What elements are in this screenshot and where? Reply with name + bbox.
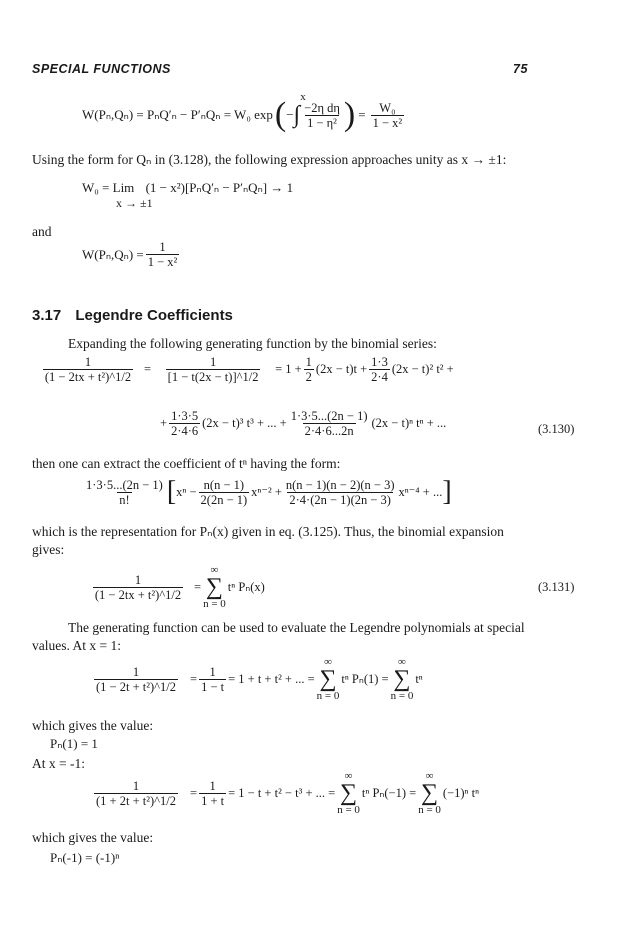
close-paren: ) [343,96,356,133]
gen-numerator: 1 [134,572,142,587]
coef-x1: xⁿ − [176,484,197,499]
x1-sum2-lower: n = 0 [390,690,414,702]
integral-upper-limit: x [300,90,306,103]
coef-c-numerator: 1·3·5...(2n − 1) [86,477,163,492]
series-f2-numerator: 1 [209,355,217,369]
series-c4-denominator: 2·4·6...2n [304,424,354,438]
coefficient-equation [82,476,452,508]
xm1-denominator: (1 + 2t + t²)^1/2 [96,793,176,808]
series-term-5: (2x − t)ⁿ tⁿ + ... [371,416,447,430]
w-result-equation [82,240,181,269]
x1-sum-upper: ∞ [324,656,332,668]
equation-number-3-130: (3.130) [538,422,575,436]
wronskian-equation: W(Pₙ,Qₙ) = PₙQ′ₙ − P′ₙQₙ = W₀ exp ( x − ∫ $\frac{\text{−2η dη}}{\text{1 − η²}}$ ) = $\frac{\text{W₀}}{\text{1 − x²}}$ [82,90,403,133]
series-c2-denominator: 2·4 [371,370,388,384]
section-number: 3.17 [32,307,62,324]
coef-c-denominator: n! [119,492,130,507]
xm1-numerator-2: 1 [209,778,216,793]
x-equals-minus-1-equation [82,770,479,816]
xm1-denominator-2: 1 + t [201,793,225,808]
paragraph-which-value-1: which gives the value: [32,718,154,733]
series-term-3: (2x − t)² t² + [391,362,454,376]
xm1-sum-upper: ∞ [344,770,353,782]
gen-equals: = [194,579,202,594]
series-c1-numerator: 1 [305,355,312,369]
xm1-sum-lower: n = 0 [337,804,360,816]
series-term-1: = 1 + [275,362,302,376]
xm1-sum-sign: ∑ [339,780,358,806]
series-f1-denominator: (1 − 2tx + t²)^1/2 [44,370,132,384]
limit-subscript: x → ±1 [116,196,153,210]
section-title: Legendre Coefficients [75,307,233,324]
limit-body: (1 − x²)[PₙQ′ₙ − P′ₙQₙ] → 1 [145,180,294,195]
integral-denominator: 1 − η² [307,115,337,130]
x1-series: = 1 + t + t² + ... = [228,671,315,686]
xm1-numerator: 1 [132,778,140,793]
series-line-2: + $\frac{1\cdot 3\cdot 5}{2\cdot 4\cdot 6}$ (2x − t)³ t³ + ... + $\frac{1\cdot 3\cdot 5...(2n - 1)}{2\cdot 4\cdot 6...2n}$ (2x − t)ⁿ tⁿ + ... [160,409,447,438]
open-paren: ( [274,96,287,133]
series-f2-denominator: [1 − t(2x − t)]^1/2 [167,370,259,384]
section-heading [32,307,233,324]
w-result-lhs: W(Pₙ,Qₙ) = [82,246,144,262]
x1-denominator: (1 − 2t + t²)^1/2 [96,679,176,694]
coef-d-numerator: n(n − 1) [203,477,245,492]
x1-denominator-2: 1 − t [201,679,225,694]
x1-numerator-2: 1 [209,664,216,679]
series-c3-numerator: 1·3·5 [171,409,199,423]
paragraph-which-value-2: which gives the value: [32,830,154,845]
gen-body: tⁿ Pₙ(x) [227,580,265,594]
page-number: 75 [513,62,528,76]
coef-e-numerator: n(n − 1)(n − 2)(n − 3) [285,477,395,492]
xm1-body-2: (−1)ⁿ tⁿ [442,785,480,800]
gen-denominator: (1 − 2tx + t²)^1/2 [94,587,182,602]
limit-equation [82,180,293,196]
xm1-series: = 1 − t + t² − t³ + ... = [228,785,336,800]
xm1-sum2-upper: ∞ [425,770,434,782]
gen-sum-upper: ∞ [210,564,219,576]
w-result-numerator: 1 [159,240,166,254]
integral-sign: ∫ [293,101,301,128]
w-result-denominator: 1 − x² [147,255,178,269]
close-bracket: ] [442,476,452,507]
series-term-4: (2x − t)³ t³ + ... + [202,416,287,430]
generating-function-equation [82,564,265,610]
series-term-2: (2x − t)t + [315,362,368,376]
paragraph-using-form: Using the form for Qₙ in (3.128), the following expression approaches unity as x → ±1: [32,152,507,167]
wronskian-rhs-denominator: 1 − x² [372,115,403,130]
x1-body-2: tⁿ [415,671,423,686]
xm1-sum2-sign: ∑ [420,780,439,806]
x1-numerator: 1 [132,664,140,679]
running-title: SPECIAL FUNCTIONS [32,62,171,76]
integral-numerator: −2η dη [304,100,340,115]
series-c3-denominator: 2·4·6 [171,424,199,438]
x1-sum2-upper: ∞ [398,656,406,668]
x1-body-1: tⁿ Pₙ(1) = [341,672,389,686]
wronskian-lhs: W(Pₙ,Qₙ) = PₙQ′ₙ − P′ₙQₙ = W₀ exp [82,107,273,122]
xm1-body-1: tⁿ Pₙ(−1) = [361,786,417,800]
gen-sum-lower: n = 0 [203,598,226,610]
series-equals: = [144,362,152,376]
series-c4-numerator: 1·3·5...(2n − 1) [290,409,368,423]
paragraph-gives: gives: [32,542,65,557]
value-p-at-minus-1: Pₙ(-1) = (-1)ⁿ [50,850,120,865]
x1-sum-lower: n = 0 [316,690,340,702]
coef-e-denominator: 2·4·(2n − 1)(2n − 3) [289,492,391,507]
x1-sum-sign: ∑ [319,666,337,692]
series-c1-denominator: 2 [305,370,312,384]
coef-d-denominator: 2(2n − 1) [200,492,248,507]
equation-number-3-131: (3.131) [538,580,575,594]
equals-sign: = [358,107,366,122]
gen-sum-sign: ∑ [205,574,223,600]
x-equals-1-equation [82,656,423,702]
paragraph-expanding: Expanding the following generating function by the binomial series: [68,336,437,351]
paragraph-then: then one can extract the coefficient of tⁿ having the form: [32,456,341,471]
xm1-equals: = [190,785,198,800]
xm1-sum2-lower: n = 0 [418,804,441,816]
limit-lhs: W₀ = Lim [82,180,135,195]
paragraph-generating-2: values. At x = 1: [32,638,121,653]
value-p-at-1: Pₙ(1) = 1 [50,736,98,751]
x1-equals: = [190,671,198,686]
series-line-1 [32,355,454,384]
paragraph-at-minus-1: At x = -1: [32,756,85,771]
coef-x3: xⁿ⁻⁴ + ... [398,485,443,499]
wronskian-rhs-numerator: W₀ [379,100,396,115]
series-c2-numerator: 1·3 [371,355,388,369]
open-bracket: [ [166,476,177,507]
coef-x2: xⁿ⁻² + [251,485,282,499]
paragraph-which-rep: which is the representation for Pₙ(x) given in eq. (3.125). Thus, the binomial expansion [32,524,504,539]
x1-sum2-sign: ∑ [393,666,411,692]
series-f1-numerator: 1 [84,355,92,369]
paragraph-generating-1: The generating function can be used to evaluate the Legendre polynomials at special [68,620,525,635]
word-and: and [32,224,52,239]
